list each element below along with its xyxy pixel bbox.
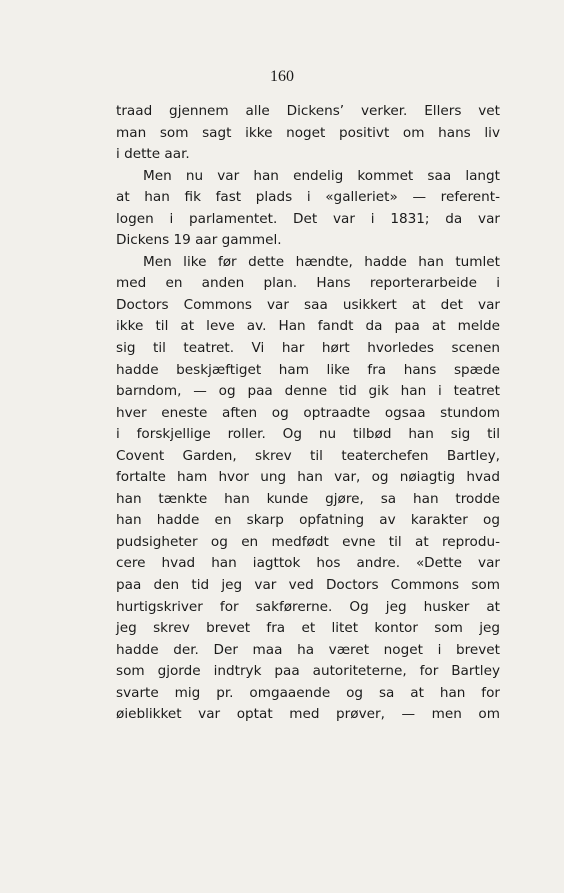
text-line: fortalte ham hvor ung han var, og nøiagtig hvad: [116, 469, 500, 486]
text-line: hadde beskjæftiget ham like fra hans spæde: [116, 361, 500, 378]
text-line: i forskjellige roller. Og nu tilbød han sig til: [116, 426, 500, 443]
page-number: 160: [270, 68, 294, 85]
text-line: hver eneste aften og optraadte ogsaa stundom: [116, 404, 500, 421]
text-line: man som sagt ikke noget positivt om hans liv: [116, 124, 500, 141]
text-line: han hadde en skarp opfatning av karakter og: [116, 512, 500, 529]
text-line: cere hvad han iagttok hos andre. «Dette var: [116, 555, 500, 572]
text-line: logen i parlamentet. Det var i 1831; da var: [116, 210, 500, 227]
text-line: jeg skrev brevet fra et litet kontor som jeg: [116, 620, 500, 637]
text-line: barndom, — og paa denne tid gik han i teatret: [116, 383, 500, 400]
text-line: at han fik fast plads i «galleriet» — referent-: [116, 189, 500, 206]
text-line: Men nu var han endelig kommet saa langt: [143, 167, 500, 184]
text-line: Dickens 19 aar gammel.: [116, 232, 282, 249]
text-line: som gjorde indtryk paa autoriteterne, for Bartley: [116, 663, 500, 680]
text-line: pudsigheter og en medfødt evne til at reprodu-: [116, 533, 500, 550]
text-line: ikke til at leve av. Han fandt da paa at melde: [116, 318, 500, 335]
text-line: Men like før dette hændte, hadde han tumlet: [143, 253, 500, 270]
text-line: Doctors Commons var saa usikkert at det var: [116, 296, 500, 313]
text-line: med en anden plan. Hans reporterarbeide i: [116, 275, 500, 292]
text-line: Covent Garden, skrev til teaterchefen Bartley,: [116, 447, 500, 464]
text-line: hadde der. Der maa ha været noget i brevet: [116, 641, 500, 658]
text-line: i dette aar.: [116, 146, 190, 163]
body-text: [116, 101, 500, 726]
text-line: paa den tid jeg var ved Doctors Commons som: [116, 577, 500, 594]
text-line: sig til teatret. Vi har hørt hvorledes scenen: [116, 340, 500, 357]
text-line: svarte mig pr. omgaaende og sa at han for: [116, 684, 500, 701]
text-line: traad gjennem alle Dickens’ verker. Ellers vet: [116, 103, 500, 119]
text-line: øieblikket var optat med prøver, — men om: [116, 706, 500, 723]
text-line: han tænkte han kunde gjøre, sa han trodde: [116, 490, 500, 507]
text-line: hurtigskriver for sakførerne. Og jeg husker at: [116, 598, 500, 615]
